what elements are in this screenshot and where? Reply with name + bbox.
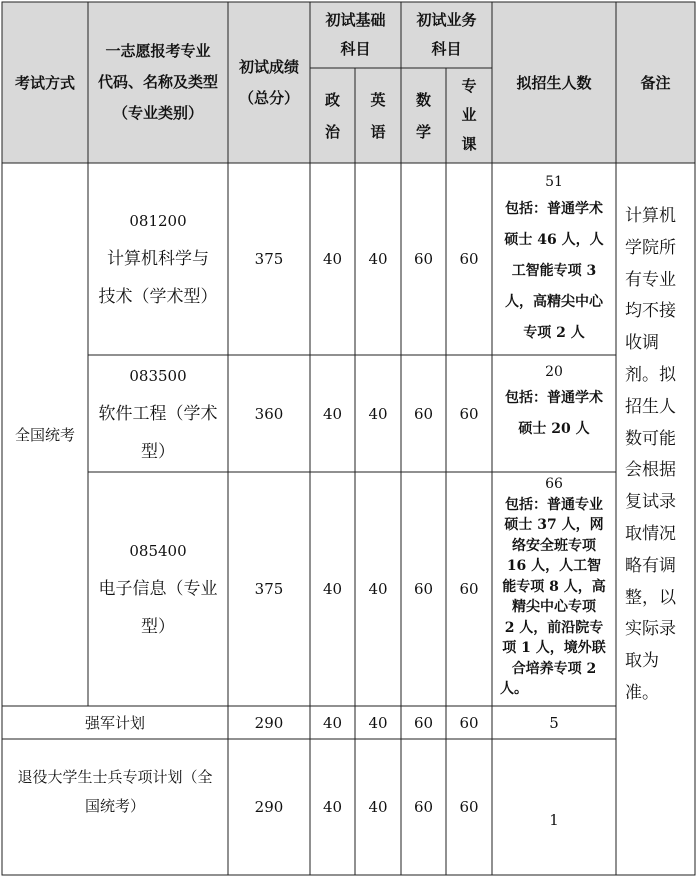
header-specialty: 专 业 课 — [446, 68, 492, 163]
total-score: 360 — [254, 404, 284, 423]
special-plan-label: 退役大学生士兵专项计划（全 国统考） — [17, 768, 213, 815]
header-math: 数 学 — [401, 68, 446, 163]
politics-score: 40 — [322, 404, 343, 423]
major-code: 081200 — [129, 212, 187, 230]
math-score: 60 — [413, 713, 434, 732]
header-english: 英 语 — [355, 68, 401, 163]
enroll-total: 20 — [545, 364, 563, 380]
politics-score: 40 — [322, 580, 343, 598]
politics-score: 40 — [322, 713, 343, 732]
enroll-total: 66 — [545, 476, 563, 492]
header-major: 一志愿报考专业 代码、名称及类型 （专业类别） — [88, 2, 228, 163]
major-cell-083500: 083500 软件工程（学术 型） — [88, 355, 228, 472]
english-score: 40 — [368, 250, 388, 268]
major-cell-085400: 085400 电子信息（专业 型） — [88, 472, 228, 706]
math-score: 60 — [413, 250, 434, 268]
header-enroll-count: 拟招生人数 — [492, 2, 616, 163]
enroll-total: 51 — [545, 173, 563, 190]
special-plan-label: 强军计划 — [84, 714, 145, 732]
total-score: 290 — [254, 798, 284, 816]
header-business-subjects: 初试业务 科目 — [401, 2, 492, 68]
total-score: 375 — [254, 580, 284, 598]
major-code: 083500 — [129, 366, 187, 385]
exam-method-value: 全国统考 — [14, 426, 75, 444]
enroll-total: 5 — [549, 713, 559, 732]
specialty-score: 60 — [459, 798, 479, 816]
enroll-count-cell: 66 包括：普通专业 硕士 37 人，网 络安全班专项 16 人，人工智 能专项 8 人，高 精尖中心专项 2 人，前沿院专 项 1 人，境外联 合培养专项 2 人。 — [500, 476, 606, 697]
specialty-score: 60 — [459, 404, 479, 423]
major-cell-081200: 081200 计算机科学与 技术（学术型） — [88, 163, 228, 355]
english-score: 40 — [368, 580, 388, 598]
enroll-total: 1 — [549, 811, 559, 829]
english-score: 40 — [368, 713, 388, 732]
header-exam-method: 考试方式 — [2, 2, 88, 163]
math-score: 60 — [413, 580, 434, 598]
enroll-count-cell: 20 包括：普通学术 硕士 20 人 — [492, 355, 616, 472]
specialty-score: 60 — [459, 580, 479, 598]
math-score: 60 — [413, 798, 434, 816]
major-code: 085400 — [129, 542, 187, 560]
header-remark: 备注 — [616, 2, 695, 163]
enroll-count-cell: 51 包括：普通学术 硕士 46 人，人 工智能专项 3 人，高精尖中心 专项 2 人 — [492, 163, 616, 355]
header-basic-subjects: 初试基础 科目 — [310, 2, 401, 68]
specialty-score: 60 — [459, 713, 479, 732]
math-score: 60 — [413, 404, 434, 423]
total-score: 375 — [254, 250, 284, 268]
specialty-score: 60 — [459, 250, 479, 268]
politics-score: 40 — [322, 798, 343, 816]
english-score: 40 — [368, 404, 388, 423]
total-score: 290 — [254, 713, 284, 732]
english-score: 40 — [368, 798, 388, 816]
politics-score: 40 — [322, 250, 343, 268]
header-total-score: 初试成绩 （总分） — [228, 2, 310, 163]
header-politics: 政 治 — [310, 68, 355, 163]
remark-text: 计算机 学院所 有专业 均不接 收调 剂。拟 招生人 数可能 会根据 复试录 取情况 略有调 整，以 实际录 取为 准。 — [625, 206, 676, 703]
